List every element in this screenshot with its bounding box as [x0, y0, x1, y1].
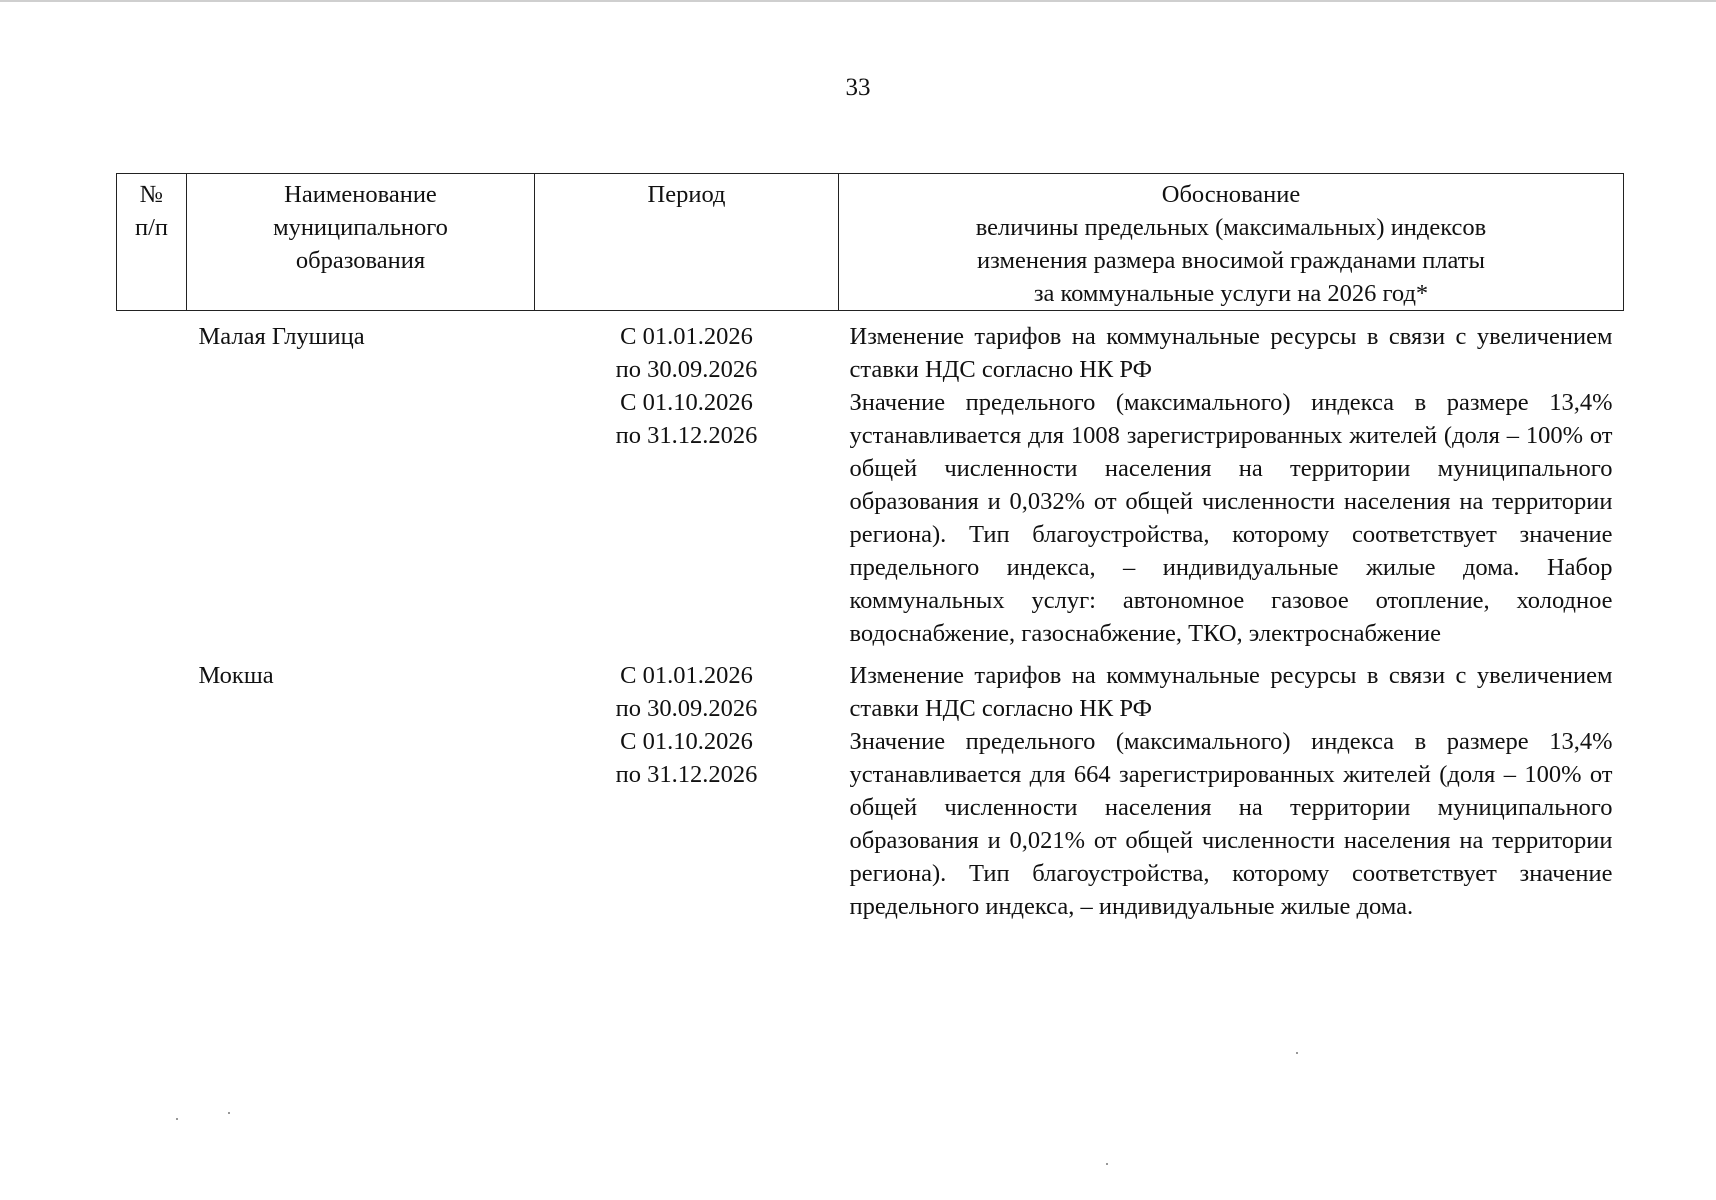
header-justification: Обоснование величины предельных (максимальных) индексов изменения размера вносимой гражданами платы за коммунальные услуги на 2026 год* — [839, 174, 1624, 311]
municipality-name: Мокша — [198, 662, 274, 689]
scan-top-edge — [0, 0, 1716, 2]
justification-paragraph: Изменение тарифов на коммунальные ресурсы в связи с увеличением ставки НДС согласно НК РФ — [849, 662, 1613, 722]
justification-paragraph: Значение предельного (максимального) индекса в размере 13,4% устанавливается для 1008 зарегистрированных жителей (доля – 100% от общей численности населения на территории муниципального образования и 0,032% от общей численности населения на территории региона). Тип благоустройства, которому соответствует значение предельного индекса, – индивидуальные жилые дома. Набор коммунальных услуг: автономное газовое отопление, холодное водоснабжение, газоснабжение, ТКО, электроснабжение — [849, 389, 1613, 647]
scan-speck — [1106, 1163, 1108, 1165]
row-number — [117, 311, 187, 651]
table-row — [117, 311, 1624, 651]
scan-speck — [176, 1118, 178, 1120]
header-municipality: Наименование муниципального образования — [187, 174, 535, 311]
justification-paragraph: Значение предельного (максимального) индекса в размере 13,4% устанавливается для 664 зарегистрированных жителей (доля – 100% от общей численности населения на территории муниципального образования и 0,021% от общей численности населения на территории региона). Тип благоустройства, которому соответствует значение предельного индекса, – индивидуальные жилые дома. — [849, 728, 1613, 920]
tariff-index-table — [116, 173, 1624, 923]
page-number: 33 — [845, 74, 871, 101]
justification-cell — [839, 311, 1624, 651]
table-row — [117, 650, 1624, 923]
period-cell: С 01.01.2026 по 30.09.2026 С 01.10.2026 по 31.12.2026 — [615, 662, 758, 788]
scan-speck — [228, 1112, 230, 1114]
row-number — [117, 650, 187, 923]
header-number: № п/п — [117, 174, 187, 311]
header-period: Период — [535, 174, 839, 311]
justification-paragraph: Изменение тарифов на коммунальные ресурсы в связи с увеличением ставки НДС согласно НК РФ — [849, 323, 1613, 383]
justification-cell — [839, 650, 1624, 923]
scan-speck — [1296, 1052, 1298, 1054]
municipality-name: Малая Глушица — [198, 323, 365, 350]
table-header-row — [117, 174, 1624, 311]
period-cell: С 01.01.2026 по 30.09.2026 С 01.10.2026 по 31.12.2026 — [615, 323, 758, 449]
